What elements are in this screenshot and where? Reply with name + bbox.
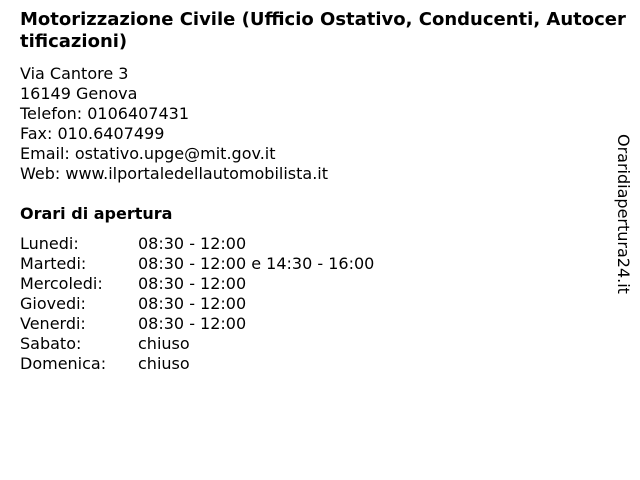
site-watermark: Oraridiapertura24.it [614,134,633,294]
street-address: Via Cantore 3 [20,64,129,83]
day-label: Sabato: [20,334,82,353]
time-value: chiuso [138,354,190,373]
opening-hours-heading: Orari di apertura [20,204,173,223]
time-value: chiuso [138,334,190,353]
email-address: Email: ostativo.upge@mit.gov.it [20,144,276,163]
city-postal-code: 16149 Genova [20,84,138,103]
website: Web: www.ilportaledellautomobilista.it [20,164,328,183]
day-label: Domenica: [20,354,107,373]
time-value: 08:30 - 12:00 [138,314,247,333]
time-value: 08:30 - 12:00 e 14:30 - 16:00 [138,254,375,273]
address-block [20,64,328,184]
day-label: Martedi: [20,254,87,273]
time-value: 08:30 - 12:00 [138,294,247,313]
page-title: Motorizzazione Civile (Ufficio Ostativo, Conducenti, Autocertificazioni) [20,9,626,52]
day-label: Giovedi: [20,294,86,313]
day-label: Venerdi: [20,314,86,333]
day-label: Lunedi: [20,234,79,253]
fax-number: Fax: 010.6407499 [20,124,165,143]
day-label: Mercoledi: [20,274,103,293]
time-value: 08:30 - 12:00 [138,234,247,253]
time-value: 08:30 - 12:00 [138,274,247,293]
phone-number: Telefon: 0106407431 [20,104,190,123]
